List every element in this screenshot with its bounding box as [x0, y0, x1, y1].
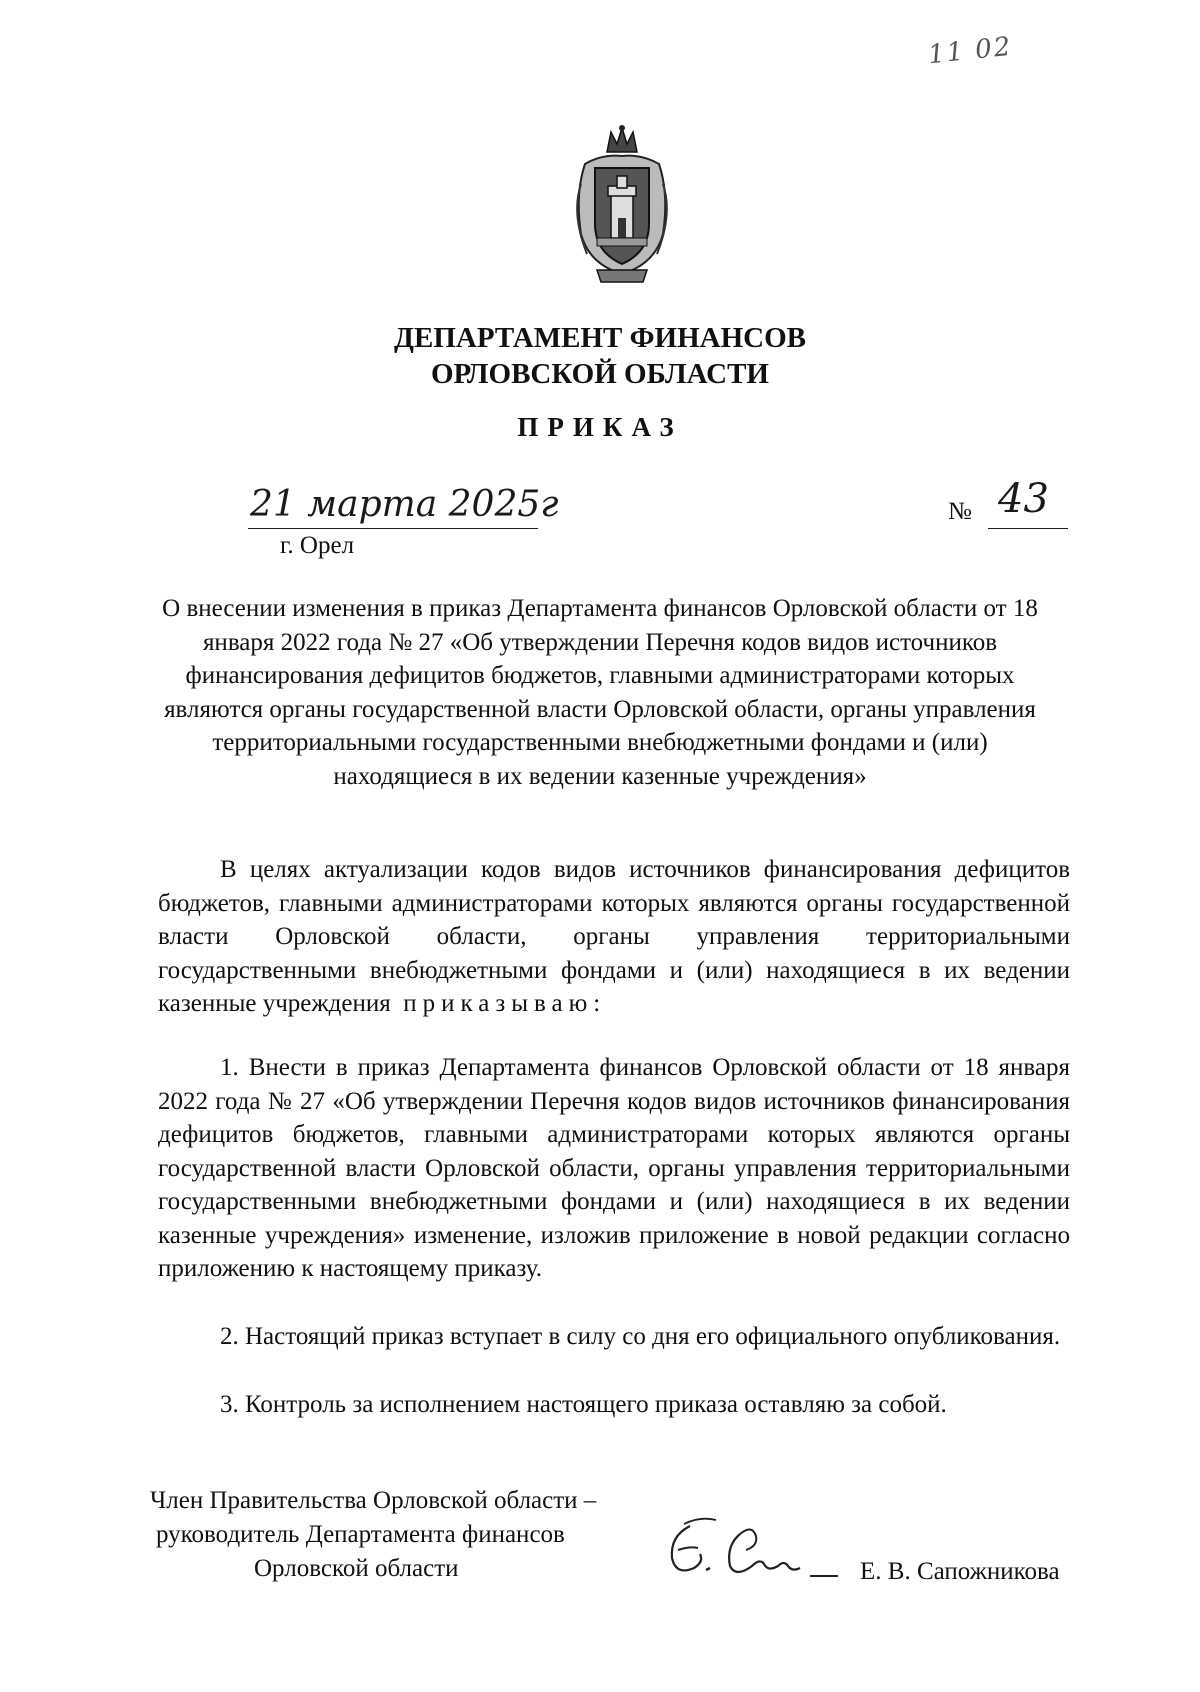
department-title-line1: ДЕПАРТАМЕНТ ФИНАНСОВ [394, 322, 806, 354]
intro-text: В целях актуализации кодов видов источников финансирования дефицитов бюджетов, главными администраторами которых являются органы государственной власти Орловской области, органы управления территориальными государственными внебюджетными фондами и (или) находящиеся в их ведении казенные учреждения [158, 856, 1070, 1017]
order-word: приказываю: [403, 990, 607, 1017]
document-type-title: ПРИКАЗ [517, 412, 683, 442]
number-label: № [948, 498, 972, 525]
order-item-2: 2. Настоящий приказ вступает в силу со дня его официального опубликования. [220, 1323, 1061, 1350]
signatory-position-line3: Орловской области [254, 1555, 459, 1582]
date-underline [248, 528, 538, 529]
coat-of-arms-icon [567, 124, 677, 286]
number-underline [988, 528, 1068, 529]
document-subject: О внесении изменения в приказ Департамента финансов Орловской области от 18 января 2022 года № 27 «Об утверждении Перечня кодов видов источников финансирования дефицитов бюджетов, главными администраторами которых являются органы государственной власти Орловской области, органы управления территориальными государственными внебюджетными фондами и (или) находящиеся в их ведении казенные учреждения» [162, 595, 1038, 790]
handwritten-corner-note: 11 02 [926, 31, 1014, 71]
signatory-name: Е. В. Сапожникова [860, 1558, 1060, 1585]
handwritten-signature [660, 1506, 860, 1596]
order-item-3: 3. Контроль за исполнением настоящего приказа оставляю за собой. [220, 1391, 947, 1418]
signatory-position [150, 1484, 670, 1586]
intro-paragraph [158, 853, 1070, 1021]
order-item-1: 1. Внести в приказ Департамента финансов Орловской области от 18 января 2022 года № 27 «Об утверждении Перечня кодов видов источников финансирования дефицитов бюджетов, главными администраторами которых являются органы государственной власти Орловской области, органы управления территориальными государственными внебюджетными фондами и (или) находящиеся в их ведении казенные учреждения» изменение, изложив приложение в новой редакции согласно приложению к настоящему приказу. [158, 1054, 1070, 1282]
signatory-position-line2: руководитель Департамента финансов [156, 1521, 565, 1548]
city-label: г. Орел [280, 532, 355, 559]
handwritten-date: 21 марта 2025г [250, 484, 559, 525]
department-title-line2: ОРЛОВСКОЙ ОБЛАСТИ [430, 358, 769, 390]
signatory-position-line1: Член Правительства Орловской области – [150, 1487, 597, 1514]
handwritten-number: 43 [998, 476, 1049, 522]
